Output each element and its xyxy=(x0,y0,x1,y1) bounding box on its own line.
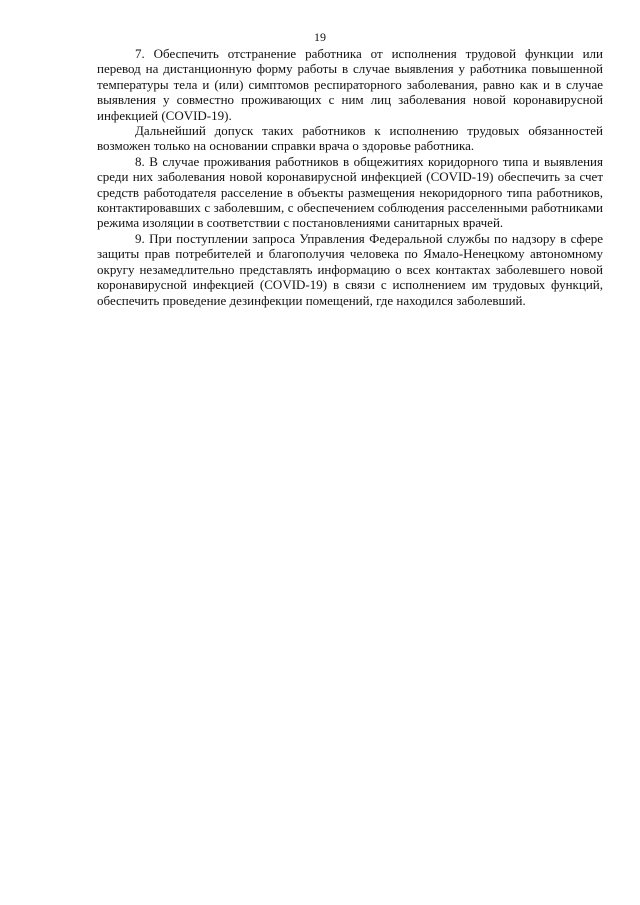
paragraph-item-8: 8. В случае проживания работников в общежитиях коридорного типа и выявления среди них заболевания новой коронавирусной инфекцией (COVID-19) обеспечить за счет средств работодателя расселение в объекты размещения некоридорного типа работников, контактировавших с заболевшим, с обеспечением соблюдения расселенными работниками режима изоляции в соответствии с постановлениями санитарных врачей. xyxy=(97,153,603,231)
page-number: 19 xyxy=(314,30,326,44)
paragraph-admission: Дальнейший допуск таких работников к исполнению трудовых обязанностей возможен только на основании справки врача о здоровье работника. xyxy=(97,123,603,154)
document-body xyxy=(97,46,603,308)
paragraph-item-9: 9. При поступлении запроса Управления Федеральной службы по надзору в сфере защиты прав потребителей и благополучия человека по Ямало-Ненецкому автономному округу незамедлительно представлять информацию о всех контактах заболевшего новой коронавирусной инфекцией (COVID-19) в связи с исполнением им трудовых функций, обеспечить проведение дезинфекции помещений, где находился заболевший. xyxy=(97,230,603,308)
paragraph-item-7: 7. Обеспечить отстранение работника от исполнения трудовой функции или перевод на дистанционную форму работы в случае выявления у работника повышенной температуры тела и (или) симптомов респираторного заболевания, равно как и в случае выявления у совместно проживающих с ним лиц заболевания новой коронавирусной инфекцией (COVID-19). xyxy=(97,46,603,123)
